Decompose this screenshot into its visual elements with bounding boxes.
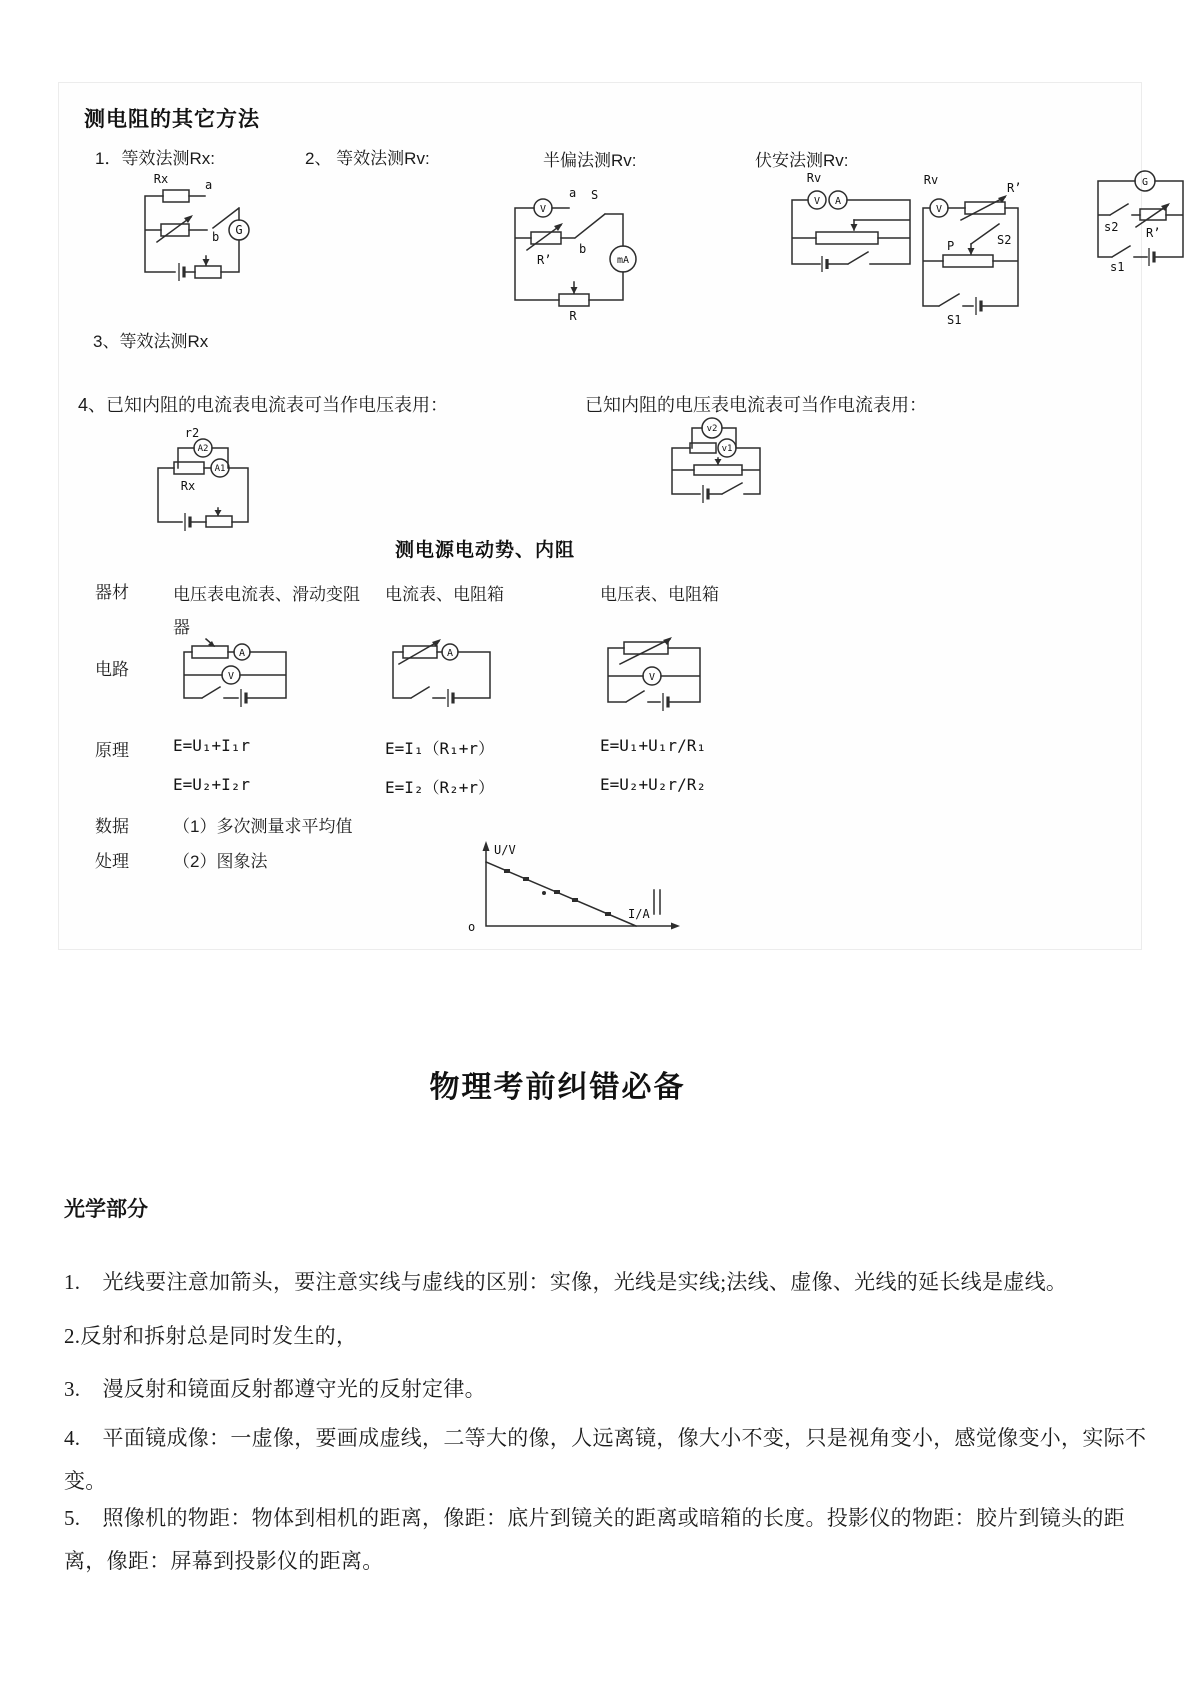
u-i-graph [462,836,697,936]
label-rv: Rv [806,171,822,185]
emf-circuit-3-diagram [600,636,710,720]
data-method-1: （1）多次测量求平均值 [173,817,353,836]
equipment-cell-3: 电压表、电阻箱 [600,585,719,604]
main-title: 物理考前纠错必备 [429,1071,686,1104]
battery-icon [703,485,708,503]
label-a2: A2 [197,444,209,454]
x-axis-label: I/A [628,907,650,921]
method-label-volt-ampere: 伏安法测Rv: [755,151,849,170]
optics-item-5: 5. 照像机的物距：物体到相机的距离，像距：底片到镜关的距离或暗箱的长度。投影仪的物距：胶片到镜头的距离，像距：屏幕到投影仪的距离。 [64,1506,1125,1574]
circuit-4-diagram [913,166,1028,328]
optics-item-1: 1. 光线要注意加箭头，要注意实线与虚线的区别：实像，光线是实线;法线、虚像、光线的延长线是虚线。 [64,1270,1068,1294]
y-axis-label: U/V [494,843,516,857]
label-rx: Rx [180,479,196,493]
battery-icon [241,689,246,707]
label-v: V [539,204,547,215]
label-s2: S2 [997,233,1012,247]
method-label-4-right: 已知内阻的电压表电流表可当作电流表用： [585,395,927,415]
row-label-principle: 原理 [95,741,129,760]
label-s1: s1 [1110,260,1125,274]
label-v: V [227,671,235,682]
battery-icon [822,256,827,272]
circuit-wires [145,196,239,272]
method-label-1: 1．等效法测Rx: [95,149,215,168]
circuit-2-diagram [503,176,643,321]
label-p: P [947,239,955,253]
label-r-prime: R’ [1007,181,1022,195]
label-v2: v2 [706,424,718,434]
emf-circuit-2-diagram [385,638,500,716]
battery-icon [663,693,668,711]
principle-formula-3b: E=U₂+U₂r/R₂ [600,775,706,794]
emf-circuit-1-diagram [176,638,296,716]
label-a1: A1 [214,464,226,474]
label-v: V [935,204,943,215]
row-label-processing: 处理 [95,852,129,871]
circuit-6-diagram [148,424,258,542]
emf-section-title: 测电源电动势、内阻 [395,540,576,561]
label-a: a [569,186,577,200]
rheostat-symbol [559,294,589,306]
equipment-cell-1: 电压表电流表、滑动变阻器 [173,585,360,638]
row-label-equipment: 器材 [95,583,129,602]
principle-formula-1a: E=U₁+I₁r [173,736,251,755]
circuit-wires [158,448,248,522]
label-g: G [235,223,243,237]
label-a: A [834,196,842,207]
label-s: S [591,188,599,202]
row-label-data: 数据 [95,817,129,836]
battery-icon [1149,248,1154,266]
potentiometer-symbol [694,465,742,475]
label-b: b [212,230,220,244]
circuit-5-diagram [1088,165,1193,277]
rheostat-symbol [195,266,221,278]
optics-section-heading: 光学部分 [64,1197,148,1221]
label-s2: s2 [1104,220,1119,234]
method-label-half-deflection: 半偏法测Rv: [543,151,637,170]
resistor-symbol [690,443,716,453]
rheostat-symbol [192,646,228,658]
label-r2: r2 [184,426,200,440]
equipment-cell-2: 电流表、电阻箱 [385,585,504,604]
data-method-2: （2）图象法 [173,852,268,871]
origin-label: o [468,920,476,934]
optics-item-3: 3. 漫反射和镜面反射都遵守光的反射定律。 [64,1377,486,1401]
principle-formula-2a: E=I₁（R₁+r） [385,739,495,758]
battery-icon [976,297,981,315]
principle-formula-2b: E=I₂（R₂+r） [385,778,495,797]
circuit-wires [184,652,286,698]
optics-item-2: 2.反射和拆射总是同时发生的， [64,1324,358,1348]
label-s1: S1 [947,313,962,327]
potentiometer-symbol [943,255,993,267]
row-label-circuit: 电路 [95,660,129,679]
battery-icon [448,689,453,707]
resistor-rx-symbol [163,190,189,202]
label-v1: v1 [721,444,733,454]
label-a: A [238,648,246,659]
method-label-2: 2、 等效法测Rv: [305,149,430,168]
label-rx: Rx [153,172,169,186]
label-b: b [579,242,587,256]
label-v: V [648,672,656,683]
rheostat-symbol [161,224,189,236]
label-a: A [446,648,454,659]
label-rv: Rv [923,173,939,187]
label-v: V [813,196,821,207]
battery-icon [179,263,184,281]
circuit-3-diagram [782,168,922,273]
label-r-prime: R’ [537,253,552,267]
method-label-3: 3、等效法测Rx [93,332,209,351]
principle-formula-3a: E=U₁+U₁r/R₁ [600,736,706,755]
rheostat-symbol [531,232,561,244]
circuit-1-diagram [133,166,258,291]
optics-item-4: 4. 平面镜成像：一虚像，要画成虚线，二等大的像，人远离镜，像大小不变，只是视角变小，感觉像变小，实际不变。 [64,1426,1147,1494]
label-g: G [1141,177,1149,188]
label-a: a [205,178,213,192]
circuit-wires [923,208,1018,306]
method-label-4-left: 4、已知内阻的电流表电流表可当作电压表用： [78,395,449,415]
rheostat-symbol [206,516,232,527]
principle-formula-1b: E=U₂+I₂r [173,775,251,794]
worksheet-heading: 测电阻的其它方法 [84,108,260,131]
label-ma: mA [616,255,630,266]
battery-icon [185,513,190,531]
potentiometer-symbol [816,232,878,244]
parallel-marks [654,890,660,914]
label-r-prime: R’ [1146,226,1161,240]
label-r: R [569,309,577,323]
circuit-wires [515,208,623,300]
circuit-7-diagram [660,410,775,512]
